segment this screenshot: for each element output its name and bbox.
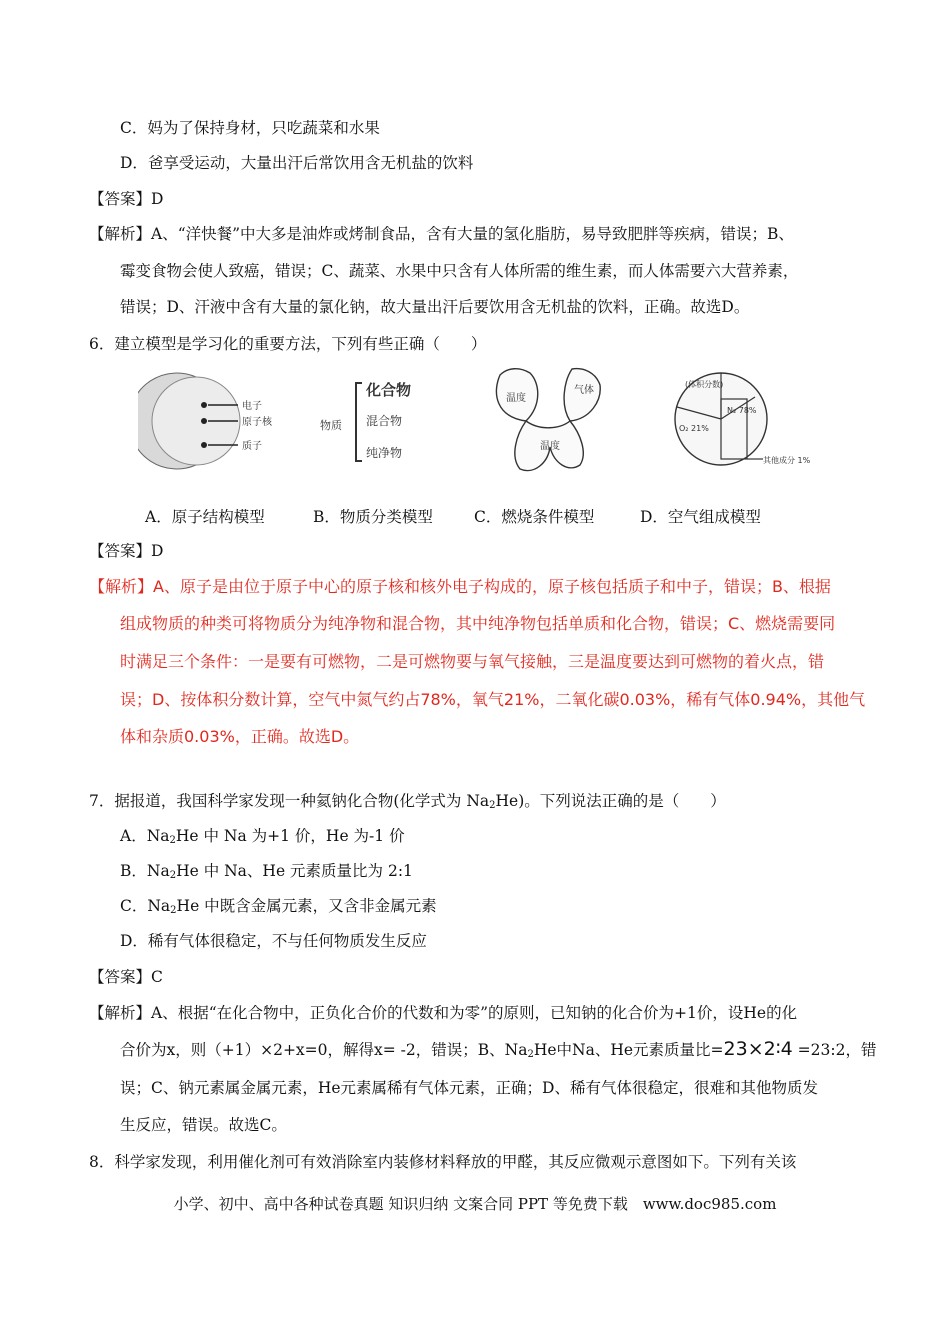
- q7-answer: 【答案】C: [89, 968, 163, 986]
- q6-analysis-line-4: 误；D、按体积分数计算，空气中氮气约占78%，氧气21%，二氧化碳0.03%，稀有气体0.94%，其他气: [120, 690, 866, 709]
- q7-option-b: B．$Na_2He$ 中 Na、He 元素质量比为 2:1: [120, 862, 413, 881]
- mass-ratio-expression: 23×2∶4: [723, 1038, 793, 1060]
- q6-stem: 6．建立模型是学习化的重要方法，下列有些正确（ ）: [89, 335, 487, 353]
- q7-option-c: C．$Na_2He$ 中既含金属元素，又含非金属元素: [120, 897, 437, 916]
- matter-root: 物质: [320, 419, 342, 432]
- q6-option-b: B．物质分类模型: [313, 508, 433, 526]
- q6-analysis-line-1: 【解析】A、原子是由位于原子中心的原子核和核外电子构成的，原子核包括质子和中子，错误；B、根据: [89, 577, 831, 596]
- air-composition-figure: [665, 365, 825, 479]
- air-slice-n2: N₂ 78%: [727, 406, 757, 415]
- matter-item-3: 纯净物: [366, 446, 403, 460]
- matter-classification-figure: [316, 365, 426, 479]
- atom-label-2: 原子核: [242, 417, 272, 428]
- matter-item-1: 化合物: [366, 381, 412, 399]
- matter-item-2: 混合物: [366, 414, 403, 428]
- q6-answer: 【答案】D: [89, 542, 164, 560]
- combustion-model-figure: [490, 365, 610, 479]
- q7-analysis-line-2: 合价为x，则（+1）×2+x=0，解得x= -2，错误；B、$Na_2He$中Na、He元素质量比=23×2∶4 =23:2，错: [120, 1038, 877, 1060]
- page-footer: 小学、初中、高中各种试卷真题 知识归纳 文案合同 PPT 等免费下载 www.doc985.com: [173, 1195, 777, 1213]
- q7-analysis-line-4: 生反应，错误。故选C。: [120, 1116, 287, 1134]
- q5-option-c: C．妈为了保持身材，只吃蔬菜和水果: [120, 119, 380, 137]
- atom-label-1: 电子: [242, 401, 262, 412]
- q6-option-c: C．燃烧条件模型: [474, 508, 595, 526]
- q7-stem: 7．据报道，我国科学家发现一种氦钠化合物(化学式为 $Na_2He$)。下列说法正确的是（ ）: [89, 792, 726, 811]
- q5-option-d: D．爸享受运动，大量出汗后常饮用含无机盐的饮料: [120, 154, 474, 172]
- q7-option-a: A．$Na_2He$ 中 Na 为+1 价，He 为-1 价: [120, 827, 405, 846]
- combustion-label-1: 温度: [506, 393, 526, 404]
- q5-analysis-line-3: 错误；D、汗液中含有大量的氯化钠，故大量出汗后要饮用含无机盐的饮料，正确。故选D。: [120, 298, 750, 316]
- q5-analysis-line-1: 【解析】A、“洋快餐”中大多是油炸或烤制食品，含有大量的氢化脂肪，易导致肥胖等疾病，错误；B、: [89, 225, 794, 243]
- q8-stem: 8．科学家发现，利用催化剂可有效消除室内装修材料释放的甲醛，其反应微观示意图如下。下列有关该: [89, 1153, 797, 1171]
- q7-option-d: D．稀有气体很稳定，不与任何物质发生反应: [120, 932, 427, 950]
- q5-answer: 【答案】D: [89, 190, 164, 208]
- q6-option-d: D．空气组成模型: [640, 508, 761, 526]
- air-title: (体积分数): [685, 380, 724, 389]
- combustion-label-2: 气体: [574, 385, 594, 396]
- atom-label-3: 质子: [242, 441, 262, 452]
- air-slice-other: 其他成分 1%: [763, 456, 811, 465]
- q7-analysis-line-1: 【解析】A、根据“在化合物中，正负化合价的代数和为零”的原则，已知钠的化合价为+1价，设He的化: [89, 1004, 798, 1022]
- q6-option-a: A．原子结构模型: [145, 508, 265, 526]
- combustion-label-3: 温度: [540, 441, 560, 452]
- air-slice-o2: O₂ 21%: [679, 424, 709, 433]
- q7-analysis-line-3: 误；C、钠元素属金属元素，He元素属稀有气体元素，正确；D、稀有气体很稳定，很难和其他物质发: [120, 1079, 818, 1097]
- q6-analysis-line-3: 时满足三个条件：一是要有可燃物，二是可燃物要与氧气接触，三是温度要达到可燃物的着火点，错: [120, 652, 825, 671]
- atom-model-figure: [138, 365, 278, 479]
- q6-analysis-line-2: 组成物质的种类可将物质分为纯净物和混合物，其中纯净物包括单质和化合物，错误；C、燃烧需要同: [120, 614, 836, 633]
- q5-analysis-line-2: 霉变食物会使人致癌，错误；C、蔬菜、水果中只含有人体所需的维生素，而人体需要六大营养素，: [120, 262, 799, 280]
- q6-analysis-line-5: 体和杂质0.03%，正确。故选D。: [120, 727, 360, 746]
